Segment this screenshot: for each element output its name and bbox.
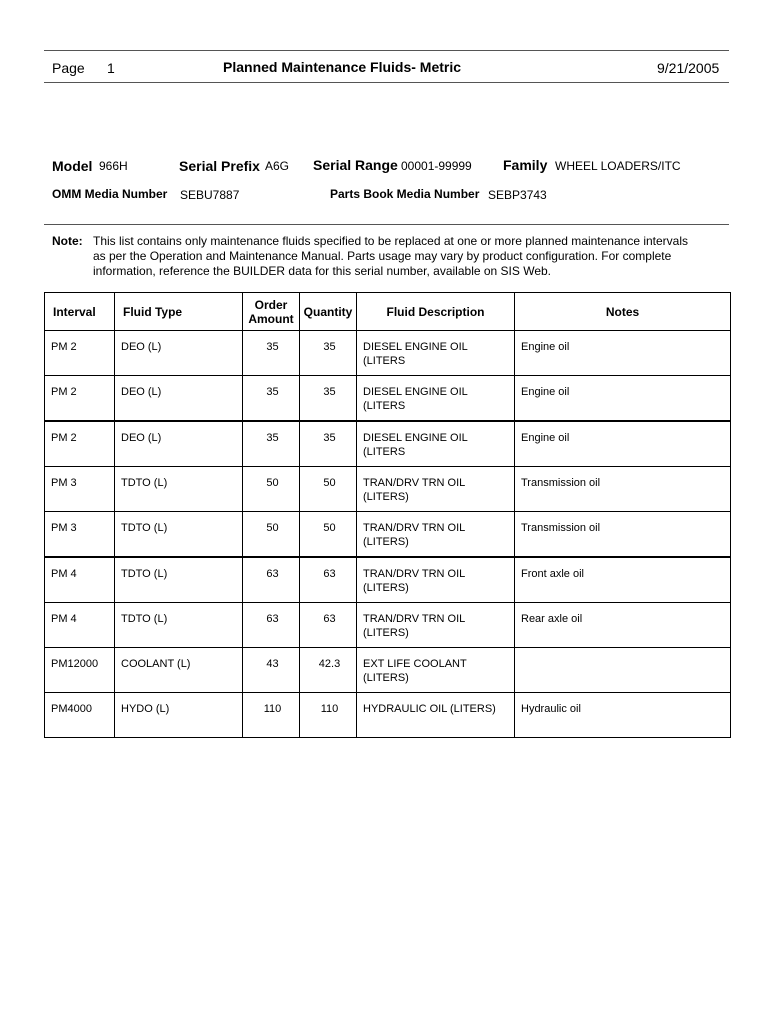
serial-range-value: 00001-99999 <box>401 159 472 173</box>
cell-order <box>243 467 300 512</box>
cell-description-line1: EXT LIFE COOLANT <box>363 658 467 670</box>
cell-notes-text: Rear axle oil <box>521 613 583 625</box>
note-text <box>93 234 729 279</box>
cell-interval <box>45 557 115 603</box>
note-line: This list contains only maintenance fluids specified to be replaced at one or more planned maintenance intervals <box>93 234 689 248</box>
cell-quantity-text: 35 <box>323 432 336 444</box>
cell-description <box>357 376 515 422</box>
cell-notes <box>515 557 731 603</box>
cell-quantity <box>300 421 357 467</box>
cell-order-text: 50 <box>266 477 279 489</box>
cell-notes-text: Engine oil <box>521 386 570 398</box>
header-bottom-rule <box>44 82 729 83</box>
cell-notes <box>515 603 731 648</box>
page-number: 1 <box>107 60 115 76</box>
cell-description-line1: DIESEL ENGINE OIL <box>363 432 468 444</box>
cell-fluid-type-text: COOLANT (L) <box>121 658 191 670</box>
fluids-table <box>44 292 731 738</box>
col-header-order-line2: Amount <box>248 311 294 326</box>
col-header-order-line1: Order <box>254 297 288 312</box>
cell-order-text: 35 <box>266 341 279 353</box>
cell-fluid-type-text: DEO (L) <box>121 386 162 398</box>
cell-fluid-type-text: TDTO (L) <box>121 613 168 625</box>
cell-fluid-type-text: DEO (L) <box>121 432 162 444</box>
cell-interval <box>45 512 115 558</box>
cell-order <box>243 421 300 467</box>
cell-notes <box>515 693 731 738</box>
cell-order <box>243 693 300 738</box>
col-header-interval: Interval <box>45 293 115 331</box>
cell-order <box>243 648 300 693</box>
cell-order-text: 63 <box>266 613 279 625</box>
cell-interval-text: PM 2 <box>51 341 77 353</box>
table-row <box>45 376 731 422</box>
cell-notes <box>515 648 731 693</box>
cell-notes <box>515 376 731 422</box>
omm-media-value: SEBU7887 <box>180 188 240 202</box>
cell-interval-text: PM 3 <box>51 522 77 534</box>
cell-order-text: 35 <box>266 386 279 398</box>
table-row <box>45 331 731 376</box>
cell-quantity <box>300 467 357 512</box>
cell-notes-text: Hydraulic oil <box>521 703 581 715</box>
cell-quantity <box>300 512 357 558</box>
cell-fluid-type-text: TDTO (L) <box>121 477 168 489</box>
col-header-fluid-type: Fluid Type <box>115 293 243 331</box>
cell-notes <box>515 331 731 376</box>
cell-fluid-type-text: DEO (L) <box>121 341 162 353</box>
cell-description-line2: (LITERS) <box>363 582 409 594</box>
note-line: information, reference the BUILDER data for this serial number, available on SIS Web. <box>93 264 552 278</box>
family-value: WHEEL LOADERS/ITC <box>555 159 681 173</box>
cell-fluid-type <box>115 693 243 738</box>
cell-description <box>357 693 515 738</box>
cell-fluid-type <box>115 467 243 512</box>
table-row <box>45 648 731 693</box>
cell-description <box>357 648 515 693</box>
cell-notes <box>515 421 731 467</box>
cell-order <box>243 512 300 558</box>
note-label: Note: <box>52 234 83 248</box>
cell-interval-text: PM 2 <box>51 386 77 398</box>
cell-fluid-type <box>115 331 243 376</box>
cell-description-line1: TRAN/DRV TRN OIL <box>363 522 466 534</box>
cell-description <box>357 331 515 376</box>
cell-quantity-text: 50 <box>323 522 336 534</box>
cell-order <box>243 603 300 648</box>
cell-notes-text: Engine oil <box>521 432 570 444</box>
cell-description <box>357 512 515 558</box>
cell-quantity-text: 50 <box>323 477 336 489</box>
cell-description <box>357 603 515 648</box>
cell-fluid-type-text: TDTO (L) <box>121 568 168 580</box>
cell-description-line2: (LITERS) <box>363 672 409 684</box>
model-value: 966H <box>99 159 128 173</box>
cell-quantity <box>300 376 357 422</box>
cell-description-line1: DIESEL ENGINE OIL <box>363 386 468 398</box>
header-top-rule <box>44 50 729 51</box>
family-label: Family <box>503 157 548 173</box>
cell-order <box>243 331 300 376</box>
cell-quantity <box>300 648 357 693</box>
cell-description <box>357 421 515 467</box>
cell-interval <box>45 467 115 512</box>
cell-description-line1: TRAN/DRV TRN OIL <box>363 568 466 580</box>
cell-fluid-type <box>115 421 243 467</box>
table-header-row <box>45 293 731 331</box>
cell-order-text: 110 <box>263 703 282 715</box>
serial-prefix-value: A6G <box>265 159 290 173</box>
cell-quantity-text: 42.3 <box>318 658 341 670</box>
cell-description-line1: TRAN/DRV TRN OIL <box>363 477 466 489</box>
col-header-fluid-description: Fluid Description <box>357 293 515 331</box>
cell-quantity-text: 63 <box>323 613 336 625</box>
cell-order-text: 35 <box>266 432 279 444</box>
parts-book-label: Parts Book Media Number <box>330 187 480 201</box>
cell-fluid-type <box>115 512 243 558</box>
cell-interval <box>45 648 115 693</box>
cell-description-line2: (LITERS) <box>363 627 409 639</box>
cell-interval-text: PM 3 <box>51 477 77 489</box>
cell-quantity <box>300 331 357 376</box>
cell-quantity-text: 63 <box>323 568 336 580</box>
cell-fluid-type <box>115 603 243 648</box>
page-title: Planned Maintenance Fluids- Metric <box>223 59 462 75</box>
parts-book-value: SEBP3743 <box>488 188 547 202</box>
note-line: as per the Operation and Maintenance Manual. Parts usage may vary by product configuration. For complete <box>93 249 672 263</box>
cell-notes <box>515 467 731 512</box>
cell-notes-text: Front axle oil <box>521 568 584 580</box>
col-header-order-amount <box>243 293 300 331</box>
cell-description <box>357 467 515 512</box>
cell-interval-text: PM4000 <box>51 703 92 715</box>
cell-notes-text <box>515 648 730 657</box>
cell-fluid-type <box>115 648 243 693</box>
cell-interval-text: PM 4 <box>51 613 77 625</box>
report-date: 9/21/2005 <box>657 60 720 76</box>
model-label: Model <box>52 158 93 174</box>
page-label: Page <box>52 60 85 76</box>
cell-interval <box>45 331 115 376</box>
cell-description-line2: (LITERS) <box>363 536 409 548</box>
cell-description-line1: HYDRAULIC OIL (LITERS) <box>363 703 496 715</box>
cell-interval <box>45 603 115 648</box>
cell-interval <box>45 693 115 738</box>
cell-quantity <box>300 603 357 648</box>
cell-fluid-type-text: HYDO (L) <box>121 703 170 715</box>
cell-order-text: 43 <box>266 658 279 670</box>
cell-interval-text: PM 4 <box>51 568 77 580</box>
info-divider <box>44 224 729 225</box>
col-header-quantity: Quantity <box>300 293 357 331</box>
table-row <box>45 693 731 738</box>
cell-description-line2: (LITERS) <box>363 491 409 503</box>
col-header-notes: Notes <box>515 293 731 331</box>
cell-description <box>357 557 515 603</box>
cell-interval <box>45 421 115 467</box>
serial-range-label: Serial Range <box>313 157 398 173</box>
cell-description-line2: (LITERS <box>363 400 406 412</box>
omm-media-label: OMM Media Number <box>52 187 168 201</box>
table-row <box>45 467 731 512</box>
table-row <box>45 603 731 648</box>
cell-interval-text: PM12000 <box>51 658 99 670</box>
table-row <box>45 512 731 558</box>
cell-order <box>243 557 300 603</box>
cell-interval <box>45 376 115 422</box>
cell-quantity <box>300 557 357 603</box>
cell-interval-text: PM 2 <box>51 432 77 444</box>
cell-description-line1: DIESEL ENGINE OIL <box>363 341 468 353</box>
cell-description-line2: (LITERS <box>363 355 406 367</box>
cell-notes-text: Engine oil <box>521 341 570 353</box>
cell-order <box>243 376 300 422</box>
cell-quantity <box>300 693 357 738</box>
cell-notes-text: Transmission oil <box>521 522 601 534</box>
table-row <box>45 557 731 603</box>
cell-notes <box>515 512 731 558</box>
cell-quantity-text: 35 <box>323 386 336 398</box>
cell-notes-text: Transmission oil <box>521 477 601 489</box>
cell-fluid-type <box>115 376 243 422</box>
cell-description-line2: (LITERS <box>363 446 406 458</box>
cell-quantity-text: 35 <box>323 341 336 353</box>
cell-fluid-type-text: TDTO (L) <box>121 522 168 534</box>
cell-order-text: 63 <box>266 568 279 580</box>
cell-order-text: 50 <box>266 522 279 534</box>
cell-fluid-type <box>115 557 243 603</box>
serial-prefix-label: Serial Prefix <box>179 158 260 174</box>
cell-description-line1: TRAN/DRV TRN OIL <box>363 613 466 625</box>
table-row <box>45 421 731 467</box>
cell-quantity-text: 110 <box>320 703 339 715</box>
